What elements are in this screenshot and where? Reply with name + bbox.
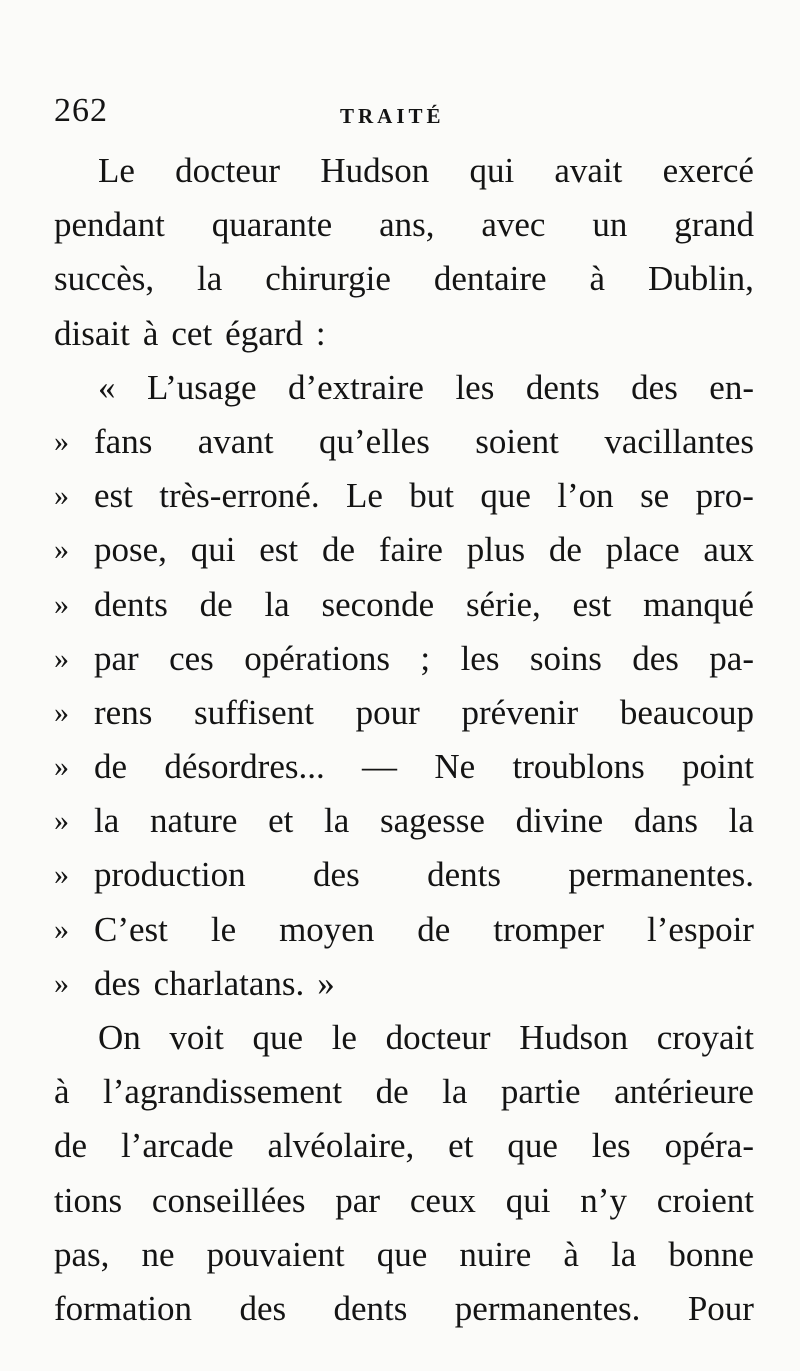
text-line: » rens suffisent pour prévenir beaucoup [54,686,754,740]
text-line: » est très-erroné. Le but que l’on se pro- [54,469,754,523]
quote-mark: » [54,912,69,946]
text-line: » la nature et la sagesse divine dans la [54,794,754,848]
paragraph [54,144,754,361]
text-line: formation des dents permanentes. Pour [54,1288,754,1328]
text-line: » de désordres... — Ne troublons point [54,740,754,794]
text-line: succès, la chirurgie dentaire à Dublin, [54,259,754,299]
quote-mark: » [54,641,69,675]
running-title: TRAITÉ [340,104,445,128]
text-line: Le docteur Hudson qui avait exercé [98,151,754,190]
text-line: tions conseillées par ceux qui n’y croient [54,1180,754,1220]
text-line: de l’arcade alvéolaire, et que les opéra- [54,1126,754,1166]
body-text [54,144,754,1336]
page-number: 262 [54,92,108,129]
text-line: » dents de la seconde série, est manqué [54,578,754,632]
quote-mark: » [54,424,69,458]
page-header [54,92,748,136]
text-line: à l’agrandissement de la partie antérieure [54,1072,754,1112]
text-line: » pose, qui est de faire plus de place aux [54,523,754,577]
text-line: « L’usage d’extraire les dents des en- [98,367,754,407]
text-line: » fans avant qu’elles soient vacillantes [54,415,754,469]
quote-mark: » [54,966,69,1000]
text-line: » production des dents permanentes. [54,848,754,902]
quote-mark: » [54,804,69,838]
quote-mark: » [54,533,69,567]
paragraph [54,1011,754,1336]
text-line: disait à cet égard : [54,313,326,353]
text-line: » C’est le moyen de tromper l’espoir [54,903,754,957]
quote-mark: » [54,858,69,892]
paragraph [54,361,754,1011]
text-line: pas, ne pouvaient que nuire à la bonne [54,1234,754,1274]
quote-mark: » [54,750,69,784]
text-line: » des charlatans. » [54,957,754,1011]
quote-mark: » [54,479,69,513]
text-line: pendant quarante ans, avec un grand [54,205,754,245]
text-line: On voit que le docteur Hudson croyait [98,1018,754,1057]
quote-mark: » [54,695,69,729]
text-line: » par ces opérations ; les soins des pa- [54,632,754,686]
quote-mark: » [54,587,69,621]
